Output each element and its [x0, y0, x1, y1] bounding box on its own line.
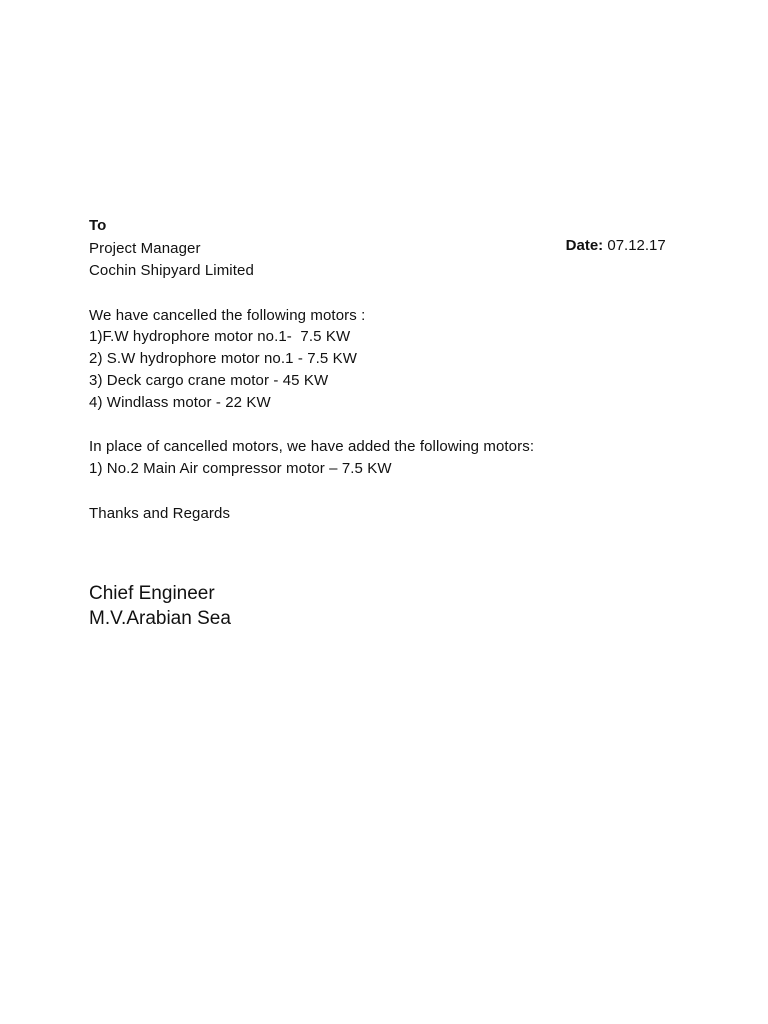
date-line [549, 216, 666, 276]
cancelled-item: 3) Deck cargo crane motor - 45 KW [89, 372, 329, 389]
recipient-title: Project Manager [89, 240, 201, 257]
date-value: 07.12.17 [603, 237, 666, 254]
added-intro: In place of cancelled motors, we have added the following motors: [89, 438, 535, 455]
signature-vessel: M.V.Arabian Sea [89, 608, 231, 629]
cancelled-item: 4) Windlass motor - 22 KW [89, 394, 271, 411]
closing: Thanks and Regards [89, 505, 231, 522]
signature-title: Chief Engineer [89, 583, 215, 604]
cancelled-item: 1)F.W hydrophore motor no.1- 7.5 KW [89, 328, 351, 345]
cancelled-item: 2) S.W hydrophore motor no.1 - 7.5 KW [89, 350, 357, 367]
to-label: To [89, 217, 107, 234]
date-label: Date: [565, 237, 604, 254]
recipient-org: Cochin Shipyard Limited [89, 262, 254, 279]
cancelled-intro: We have cancelled the following motors : [89, 307, 366, 324]
added-item: 1) No.2 Main Air compressor motor – 7.5 KW [89, 460, 392, 477]
